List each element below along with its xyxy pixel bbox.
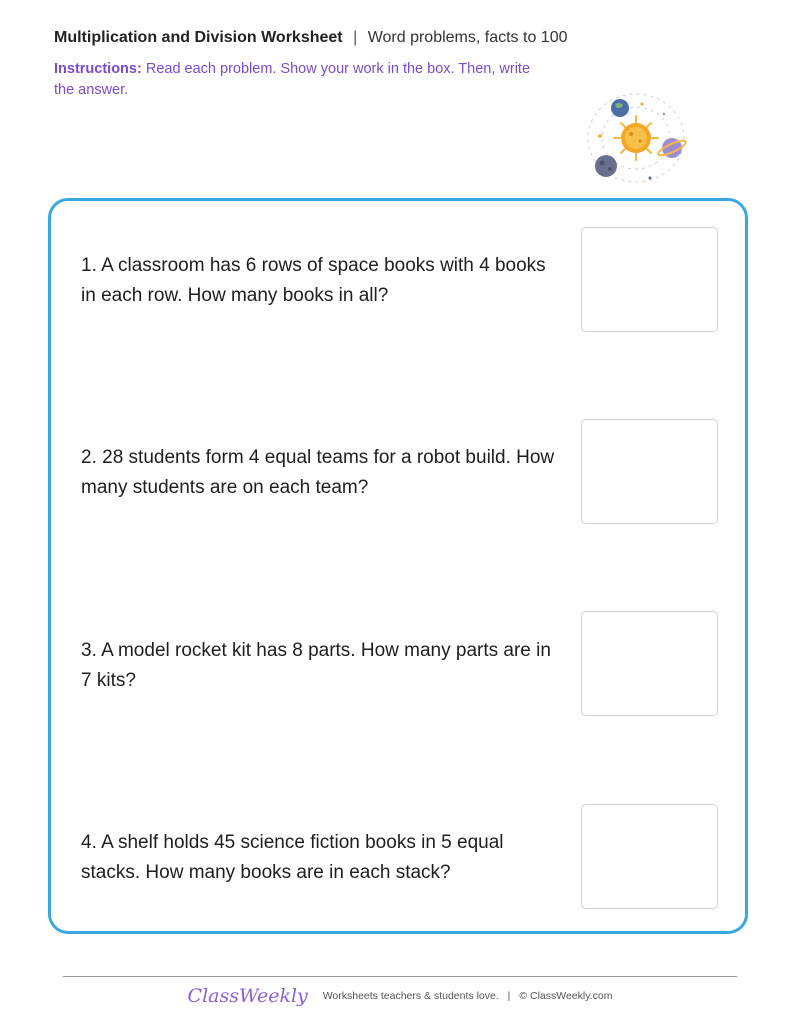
footer-tagline: Worksheets teachers & students love. bbox=[322, 990, 499, 1002]
answer-box[interactable] bbox=[581, 419, 718, 524]
problem-text: 1. A classroom has 6 rows of space books with 4 books in each row. How many books in all? bbox=[81, 255, 546, 306]
instructions-label: Instructions: bbox=[54, 61, 142, 77]
brand-logo: ClassWeekly bbox=[187, 985, 308, 1007]
problem-text: 3. A model rocket kit has 8 parts. How many parts are in 7 kits? bbox=[81, 640, 551, 691]
answer-box[interactable] bbox=[581, 227, 718, 332]
footer bbox=[0, 985, 800, 1007]
worksheet-title: Multiplication and Division Worksheet bbox=[54, 29, 343, 46]
problem-text: 2. 28 students form 4 equal teams for a robot build. How many students are on each team? bbox=[81, 447, 555, 498]
instructions-text: Read each problem. Show your work in the box. Then, write the answer. bbox=[54, 61, 531, 98]
footer-divider bbox=[63, 976, 737, 977]
answer-box[interactable] bbox=[581, 804, 718, 909]
footer-separator: | bbox=[507, 990, 511, 1002]
instructions bbox=[54, 59, 544, 101]
footer-copyright: © ClassWeekly.com bbox=[519, 990, 613, 1002]
problem-text: 4. A shelf holds 45 science fiction books in 5 equal stacks. How many books are in each stack? bbox=[81, 832, 504, 883]
header-separator: | bbox=[353, 29, 358, 46]
worksheet-header bbox=[54, 27, 567, 49]
answer-box[interactable] bbox=[581, 611, 718, 716]
problems-card bbox=[48, 198, 748, 934]
solar-system-icon bbox=[580, 86, 690, 191]
worksheet-subtitle: Word problems, facts to 100 bbox=[367, 29, 568, 46]
